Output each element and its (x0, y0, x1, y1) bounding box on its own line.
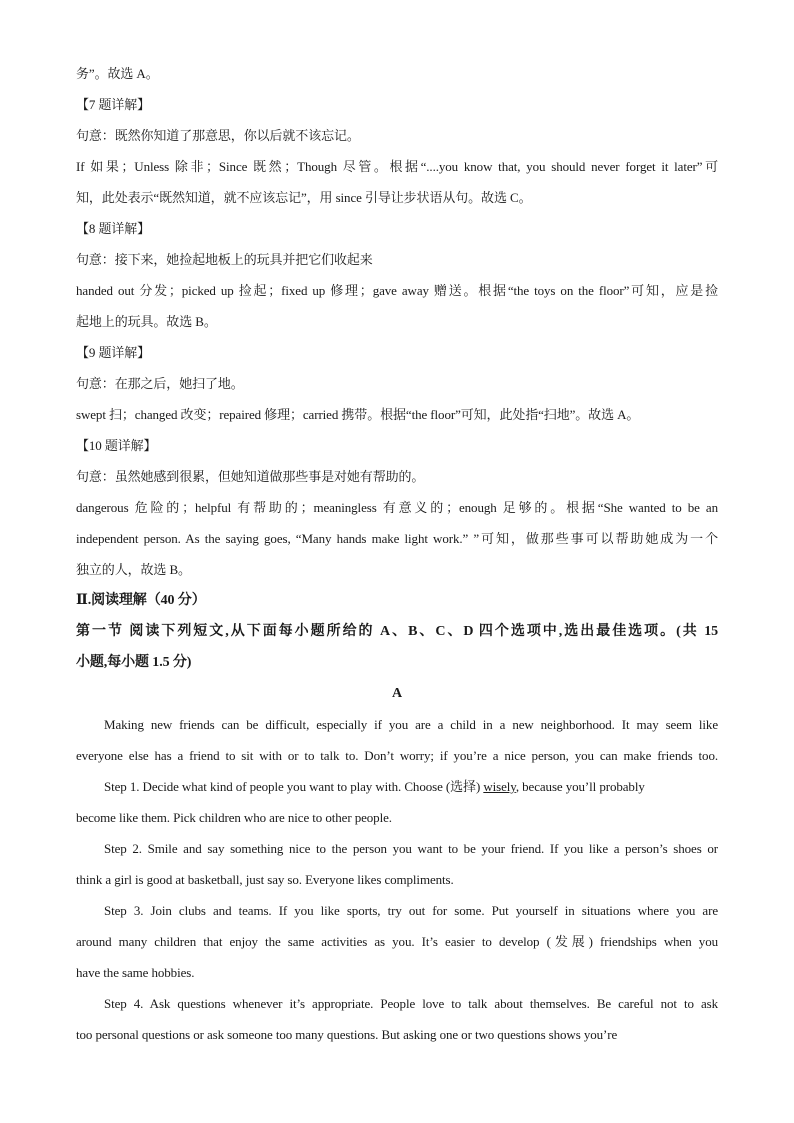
passage-label: A (391, 686, 402, 701)
q7-analysis-line: If 如果；Unless 除非；Since 既然；Though 尽管。根据“....you know that, you should never forget it later”可 (76, 159, 718, 174)
passage-line: Step 4. Ask questions whenever it’s appropriate. People love to talk about themselves. Be careful not to ask (104, 996, 718, 1011)
section-title: Ⅱ.阅读理解（40 分） (76, 593, 206, 608)
passage-line: too personal questions or ask someone too many questions. But asking one or two questions shows you’re (76, 1027, 618, 1042)
passage-line: around many children that enjoy the same activities as you. It’s easier to develop (发展) friendships when you (76, 934, 718, 949)
document-page (76, 58, 718, 1050)
passage-line: Making new friends can be difficult, especially if you are a child in a new neighborhood. It may seem like (104, 717, 718, 732)
q9-analysis-line: swept 扫；changed 改变；repaired 修理；carried 携带。根据“the floor”可知，此处指“扫地”。故选 A。 (76, 407, 640, 422)
q9-sentence: 句意：在那之后，她扫了地。 (76, 376, 244, 391)
passage-line: Step 2. Smile and say something nice to the person you want to be your friend. If you like a person’s shoes or (104, 841, 718, 856)
passage-line: become like them. Pick children who are nice to other people. (76, 810, 392, 825)
passage-line: have the same hobbies. (76, 965, 195, 980)
q6-explanation-tail: 务”。故选 A。 (76, 66, 159, 81)
q7-heading: 【7 题详解】 (76, 97, 151, 112)
q10-heading: 【10 题详解】 (76, 438, 157, 453)
q8-heading: 【8 题详解】 (76, 221, 151, 236)
q10-analysis-line: 独立的人，故选 B。 (76, 562, 191, 577)
q9-heading: 【9 题详解】 (76, 345, 151, 360)
underlined-word: wisely (483, 779, 516, 794)
q10-analysis-line: dangerous 危险的；helpful 有帮助的；meaningless 有意义的；enough 足够的。根据“She wanted to be an (76, 500, 718, 515)
passage-line: everyone else has a friend to sit with or to talk to. Don’t worry; if you’re a nice person, you can make friends too. (76, 748, 718, 763)
q10-analysis-line: independent person. As the saying goes, “Many hands make light work.” ”可知，做那些事可以帮助她成为一个 (76, 531, 718, 546)
q7-sentence: 句意：既然你知道了那意思，你以后就不该忘记。 (76, 128, 360, 143)
passage-text: , because you’ll probably (515, 779, 645, 794)
q8-analysis-line: 起地上的玩具。故选 B。 (76, 314, 217, 329)
q10-sentence: 句意：虽然她感到很累，但她知道做那些事是对她有帮助的。 (76, 469, 425, 484)
passage-line: think a girl is good at basketball, just say so. Everyone likes compliments. (76, 872, 454, 887)
passage-line-step-1 (76, 771, 718, 802)
passage-line: Step 3. Join clubs and teams. If you like sports, try out for some. Put yourself in situations where you are (104, 903, 718, 918)
q8-sentence: 句意：接下来，她捡起地板上的玩具并把它们收起来 (76, 252, 373, 267)
passage-text: Step 1. Decide what kind of people you want to play with. Choose (选择) (104, 779, 484, 794)
section-instruction: 小题,每小题 1.5 分) (76, 655, 192, 670)
q8-analysis-line: handed out 分发；picked up 捡起；fixed up 修理；gave away 赠送。根据“the toys on the floor”可知，应是捡 (76, 283, 718, 298)
section-instruction: 第一节 阅读下列短文,从下面每小题所给的 A、B、C、D 四个选项中,选出最佳选项。(共 15 (76, 624, 718, 639)
q7-analysis-line: 知，此处表示“既然知道，就不应该忘记”，用 since 引导让步状语从句。故选 C。 (76, 190, 532, 205)
